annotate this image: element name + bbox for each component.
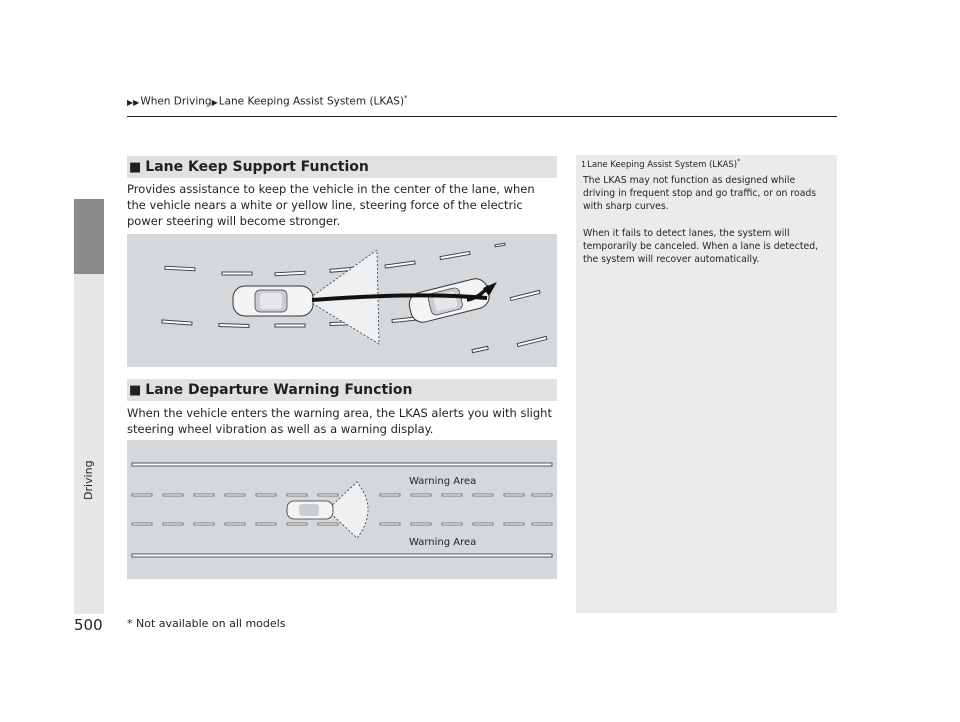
ego-car-icon xyxy=(233,286,313,316)
target-car-icon xyxy=(407,276,492,324)
square-bullet-icon: ■ xyxy=(129,159,142,175)
note-paragraph: The LKAS may not function as designed while driving in frequent stop and go traffic, or on roads with sharp curves. xyxy=(583,175,817,212)
section-title: Lane Keep Support Function xyxy=(145,159,369,175)
note-title xyxy=(581,158,740,170)
section-body-lane-keep: Provides assistance to keep the vehicle in the center of the lane, when the vehicle nears a white or yellow line, steering force of the electric power steering will become stronger. xyxy=(127,182,535,228)
page-number: 500 xyxy=(74,616,103,634)
breadcrumb-item-lkas[interactable]: Lane Keeping Assist System (LKAS) xyxy=(218,95,405,108)
warning-area-label-top: Warning Area xyxy=(409,476,477,487)
notes-panel xyxy=(576,155,837,613)
warning-area-label-bottom: Warning Area xyxy=(409,537,477,548)
reference-number: 1 xyxy=(581,159,587,169)
car-icon xyxy=(287,501,333,519)
chapter-tab xyxy=(74,199,104,274)
note-paragraph: When it fails to detect lanes, the system will temporarily be canceled. When a lane is detected, the system will recover automatically. xyxy=(583,228,819,265)
chevron-right-icon: ▶ xyxy=(211,97,218,107)
chevron-right-icon: ▶▶ xyxy=(127,97,140,107)
breadcrumb xyxy=(127,94,408,108)
section-body-lane-departure: When the vehicle enters the warning area, the LKAS alerts you with slight steering wheel vibration as well as a warning display. xyxy=(127,406,552,436)
lane-departure-illustration xyxy=(127,440,557,579)
section-heading-lane-keep xyxy=(127,156,557,178)
footnote: * Not available on all models xyxy=(127,617,286,630)
section-title: Lane Departure Warning Function xyxy=(145,382,413,398)
availability-mark: * xyxy=(737,158,741,165)
header-divider xyxy=(127,116,837,117)
availability-mark: * xyxy=(404,94,408,102)
lane-keep-illustration xyxy=(127,234,557,367)
lane-departure-diagram xyxy=(127,440,557,579)
breadcrumb-item-when-driving[interactable]: When Driving xyxy=(140,95,212,108)
square-bullet-icon: ■ xyxy=(129,382,142,398)
note-title-text[interactable]: Lane Keeping Assist System (LKAS) xyxy=(587,159,738,170)
section-heading-lane-departure xyxy=(127,379,557,401)
chapter-label: Driving xyxy=(82,460,95,500)
lane-keep-diagram xyxy=(127,234,557,367)
